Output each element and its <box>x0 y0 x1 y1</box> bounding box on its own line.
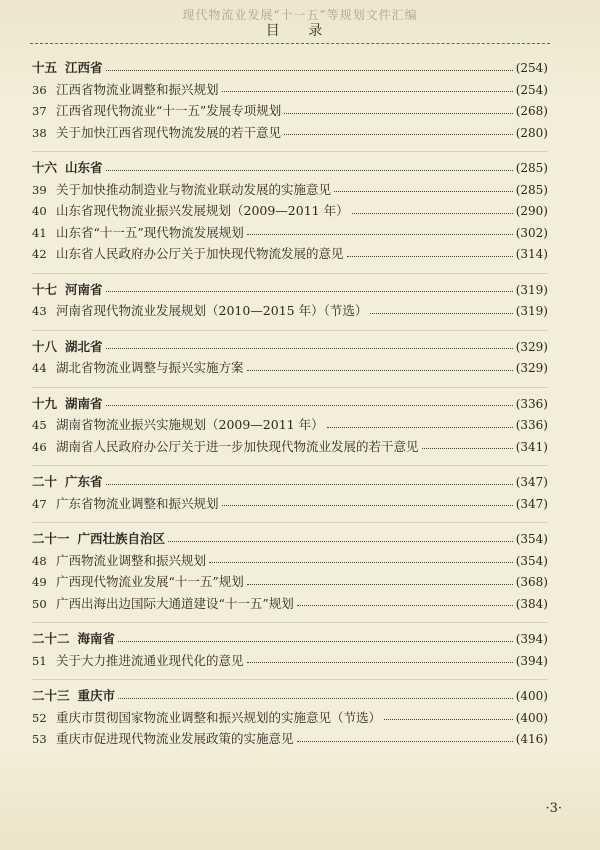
dot-leader <box>247 233 513 235</box>
section-number: 十六 <box>32 160 58 175</box>
entry-page: (336) <box>515 418 548 432</box>
running-head: 现代物流业发展“十一五”等规划文件汇编 <box>182 8 418 22</box>
entry-number: 44 <box>32 361 47 375</box>
dot-leader <box>370 312 512 314</box>
entry-title: 江西省现代物流业“十一五”发展专项规划 <box>56 103 282 118</box>
entry-title: 山东省“十一五”现代物流发展规划 <box>56 224 244 240</box>
entry-number: 49 <box>32 575 47 589</box>
dot-leader <box>297 604 513 606</box>
dot-leader <box>247 583 513 585</box>
entry-page: (400) <box>515 710 548 725</box>
entry-title: 广西出海出边国际大通道建设“十一五”规划 <box>56 595 294 611</box>
section-name: 广东省 <box>65 474 103 489</box>
toc-entry[interactable] <box>32 651 548 673</box>
entry-page: (285) <box>515 182 548 197</box>
dot-leader <box>106 290 513 292</box>
section-name: 湖北省 <box>65 338 103 354</box>
toc-entry[interactable] <box>32 358 548 380</box>
toc-entry[interactable] <box>32 223 548 245</box>
dot-leader <box>222 504 513 506</box>
dot-leader <box>284 133 513 135</box>
entry-title: 湖北省物流业调整与振兴实施方案 <box>56 360 244 375</box>
entry-title: 关于加快推动制造业与物流业联动发展的实施意见 <box>56 181 332 197</box>
section-heading[interactable] <box>32 472 548 494</box>
toc-section <box>32 151 548 266</box>
entry-title: 广西现代物流业发展“十一五”规划 <box>56 574 244 589</box>
table-of-contents <box>32 58 548 751</box>
entry-title: 江西省物流业调整和振兴规划 <box>56 81 219 97</box>
section-number: 二十 <box>32 474 58 489</box>
toc-section <box>32 679 548 751</box>
section-heading[interactable] <box>32 158 548 180</box>
section-page: (336) <box>515 396 548 411</box>
section-name: 湖南省 <box>65 395 103 411</box>
section-page: (347) <box>515 475 548 489</box>
section-page: (354) <box>515 532 548 546</box>
section-heading[interactable] <box>32 529 548 551</box>
entry-page: (368) <box>515 575 548 589</box>
section-page: (394) <box>515 632 548 646</box>
entry-title: 关于加快江西省现代物流发展的若干意见 <box>56 124 282 140</box>
entry-number: 45 <box>32 418 47 432</box>
toc-entry[interactable] <box>32 494 548 516</box>
section-heading[interactable] <box>32 629 548 651</box>
entry-title: 重庆市促进现代物流业发展政策的实施意见 <box>56 731 294 746</box>
entry-title: 关于大力推进流通业现代化的意见 <box>56 652 244 668</box>
toc-entry[interactable] <box>32 572 548 594</box>
dot-leader <box>247 369 513 371</box>
toc-section <box>32 58 548 144</box>
dot-leader <box>384 718 513 720</box>
toc-section <box>32 622 548 672</box>
dot-leader <box>168 540 513 542</box>
entry-page: (354) <box>515 553 548 568</box>
entry-number: 46 <box>32 439 47 454</box>
section-number: 十五 <box>32 60 58 75</box>
toc-entry[interactable] <box>32 180 548 202</box>
entry-number: 40 <box>32 204 47 218</box>
section-number: 十九 <box>32 395 58 411</box>
entry-page: (416) <box>515 732 548 746</box>
entry-title: 广东省物流业调整和振兴规划 <box>56 495 219 511</box>
entry-page: (384) <box>515 596 548 611</box>
toc-section <box>32 387 548 459</box>
entry-title: 山东省人民政府办公厅关于加快现代物流发展的意见 <box>56 246 344 261</box>
section-page: (254) <box>515 61 548 75</box>
entry-number: 47 <box>32 496 47 511</box>
toc-entry[interactable] <box>32 729 548 751</box>
entry-page: (394) <box>515 653 548 668</box>
entry-number: 37 <box>32 104 47 118</box>
section-number: 二十一 <box>32 531 70 546</box>
entry-number: 51 <box>32 653 47 668</box>
entry-page: (280) <box>515 125 548 140</box>
entry-number: 36 <box>32 82 47 97</box>
header-divider <box>30 43 550 44</box>
section-heading[interactable] <box>32 686 548 708</box>
entry-number: 43 <box>32 304 47 318</box>
dot-leader <box>106 347 513 349</box>
section-name: 山东省 <box>65 160 103 175</box>
dot-leader <box>284 112 512 114</box>
entry-title: 河南省现代物流业发展规划（2010—2015 年）（节选） <box>56 303 368 318</box>
section-heading[interactable] <box>32 280 548 302</box>
entry-page: (302) <box>515 225 548 240</box>
entry-page: (319) <box>515 304 548 318</box>
section-number: 十八 <box>32 338 58 354</box>
entry-page: (341) <box>515 439 548 454</box>
entry-number: 38 <box>32 125 47 140</box>
toc-entry[interactable] <box>32 594 548 616</box>
entry-page: (268) <box>515 104 548 118</box>
entry-number: 52 <box>32 710 47 725</box>
entry-title: 山东省现代物流业振兴发展规划（2009—2011 年） <box>56 203 349 218</box>
entry-title: 广西物流业调整和振兴规划 <box>56 552 207 568</box>
section-name: 海南省 <box>77 631 116 646</box>
toc-entry[interactable] <box>32 301 548 323</box>
dot-leader <box>106 483 513 485</box>
dot-leader <box>106 404 513 406</box>
toc-entry[interactable] <box>32 415 548 437</box>
dot-leader <box>327 426 513 428</box>
entry-page: (347) <box>515 496 548 511</box>
entry-number: 48 <box>32 553 47 568</box>
entry-number: 50 <box>32 596 47 611</box>
dot-leader <box>118 640 513 642</box>
toc-section <box>32 330 548 380</box>
section-page: (329) <box>515 339 548 354</box>
toc-entry[interactable] <box>32 80 548 102</box>
toc-entry[interactable] <box>32 708 548 730</box>
section-heading[interactable] <box>32 394 548 416</box>
entry-page: (314) <box>515 247 548 261</box>
entry-title: 湖南省物流业振兴实施规划（2009—2011 年） <box>56 417 324 432</box>
dot-leader <box>118 697 513 699</box>
dot-leader <box>209 561 513 563</box>
dot-leader <box>247 661 513 663</box>
section-number: 二十三 <box>32 688 70 703</box>
toc-entry[interactable] <box>32 244 548 266</box>
entry-number: 53 <box>32 732 47 746</box>
toc-section <box>32 273 548 323</box>
section-name: 广西壮族自治区 <box>77 531 166 546</box>
section-page: (285) <box>515 161 548 175</box>
entry-title: 湖南省人民政府办公厅关于进一步加快现代物流业发展的若干意见 <box>56 438 419 454</box>
entry-number: 42 <box>32 247 47 261</box>
toc-entry[interactable] <box>32 437 548 459</box>
section-heading[interactable] <box>32 337 548 359</box>
section-page: (400) <box>515 689 548 703</box>
section-heading[interactable] <box>32 58 548 80</box>
section-name: 江西省 <box>65 60 103 75</box>
section-name: 河南省 <box>65 281 103 297</box>
entry-number: 39 <box>32 182 47 197</box>
section-number: 十七 <box>32 281 58 297</box>
dot-leader <box>222 90 513 92</box>
dot-leader <box>422 447 513 449</box>
section-page: (319) <box>515 282 548 297</box>
entry-page: (329) <box>515 361 548 375</box>
dot-leader <box>352 212 513 214</box>
entry-page: (254) <box>515 82 548 97</box>
entry-number: 41 <box>32 225 47 240</box>
entry-title: 重庆市贯彻国家物流业调整和振兴规划的实施意见（节选） <box>56 709 382 725</box>
page-title: 目 录 <box>265 23 335 39</box>
dot-leader <box>106 169 513 171</box>
toc-section <box>32 522 548 615</box>
entry-page: (290) <box>515 204 548 218</box>
toc-entry[interactable] <box>32 123 548 145</box>
toc-section <box>32 465 548 515</box>
dot-leader <box>334 190 513 192</box>
section-number: 二十二 <box>32 631 70 646</box>
dot-leader <box>297 740 513 742</box>
section-name: 重庆市 <box>77 688 116 703</box>
dot-leader <box>347 255 513 257</box>
dot-leader <box>106 69 513 71</box>
page-number: ·3· <box>545 801 562 816</box>
toc-entry[interactable] <box>32 201 548 223</box>
toc-entry[interactable] <box>32 101 548 123</box>
toc-entry[interactable] <box>32 551 548 573</box>
